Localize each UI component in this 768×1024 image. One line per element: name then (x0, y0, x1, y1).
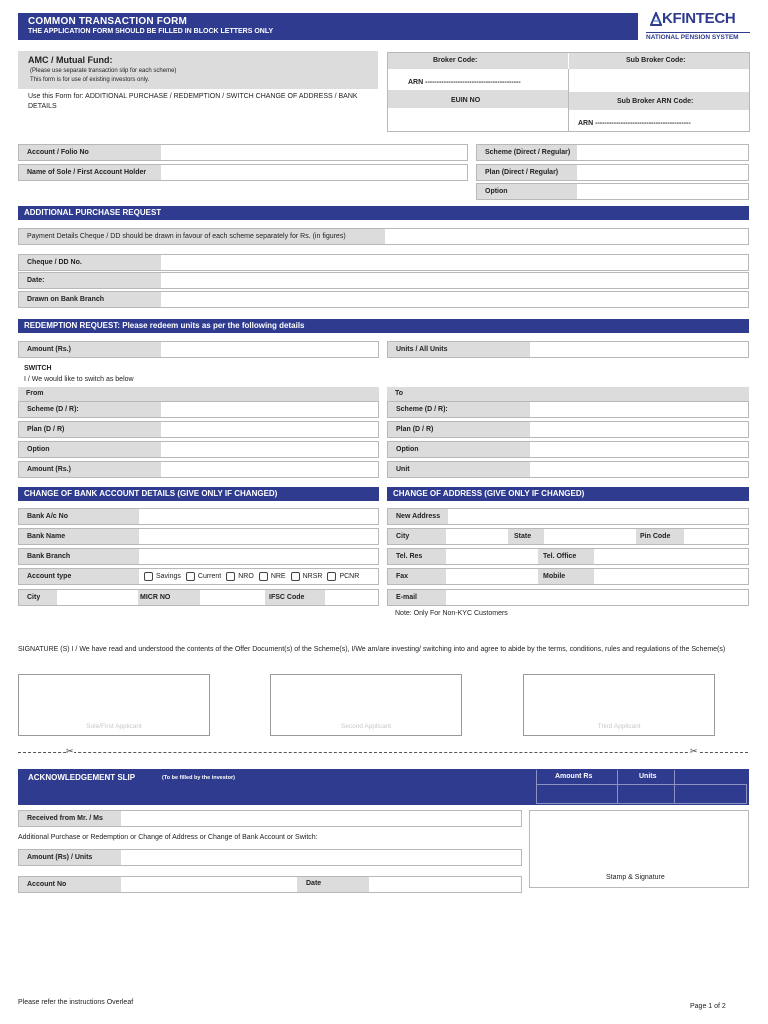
second-signature-label: Second Applicant (340, 723, 392, 730)
to-option-row[interactable] (387, 441, 749, 458)
scissors-icon: ✂ (66, 746, 74, 756)
sub-broker-arn-label: Sub Broker ARN Code: (617, 98, 694, 105)
account-type-nro[interactable] (226, 572, 254, 581)
stamp-label: Stamp & Signature (606, 874, 665, 881)
new-address-row[interactable] (387, 508, 749, 525)
from-plan-row[interactable] (18, 421, 379, 438)
account-type-options (144, 572, 359, 581)
cheque-label: Cheque / DD No. (19, 255, 161, 270)
address-note: Note: Only For Non-KYC Customers (395, 610, 508, 617)
to-scheme-row[interactable] (387, 401, 749, 418)
ack-amount-row[interactable] (18, 849, 522, 866)
ifsc-label: IFSC Code (269, 594, 305, 601)
account-type-nro-label: NRO (238, 573, 254, 580)
to-option-label: Option (388, 442, 530, 457)
bank-branch-change-label: Bank Branch (19, 549, 139, 564)
cheque-row[interactable] (18, 254, 749, 271)
ack-account-row[interactable] (18, 876, 522, 893)
checkbox-icon[interactable] (144, 572, 153, 581)
address-change-title: CHANGE OF ADDRESS (GIVE ONLY IF CHANGED) (387, 487, 749, 501)
switch-from-header (18, 387, 379, 401)
bank-name-label: Bank Name (19, 529, 139, 544)
bank-change-title: CHANGE OF BANK ACCOUNT DETAILS (GIVE ONLY IF CHANGED) (18, 487, 379, 501)
ack-subtitle: (To be filled by the investor) (162, 775, 235, 781)
checkbox-icon[interactable] (226, 572, 235, 581)
amc-use-text: Use this Form for: ADDITIONAL PURCHASE / REDEMPTION / SWITCH CHANGE OF ADDRESS / BANK DETAILS (28, 93, 358, 110)
switch-to-label: To (395, 390, 404, 397)
footer-instructions: Please refer the instructions Overleaf (18, 999, 134, 1006)
email-row[interactable] (387, 589, 749, 606)
third-signature-box[interactable] (523, 674, 715, 736)
page-number: Page 1 of 2 (690, 1003, 726, 1010)
from-scheme-row[interactable] (18, 401, 379, 418)
scissors-icon: ✂ (690, 746, 698, 756)
redeem-units-row[interactable] (387, 341, 749, 358)
sub-broker-code-label: Sub Broker Code: (626, 57, 686, 64)
to-plan-label: Plan (D / R) (388, 422, 530, 437)
scheme-row[interactable] (476, 144, 749, 161)
bank-acno-row[interactable] (18, 508, 379, 525)
received-label: Received from Mr. / Ms (19, 811, 121, 826)
state-label: State (514, 533, 532, 540)
form-header (18, 13, 638, 40)
to-scheme-label: Scheme (D / R): (388, 402, 530, 417)
redeem-amount-label: Amount (Rs.) (19, 342, 161, 357)
broker-code-header (388, 53, 568, 69)
option-label: Option (477, 184, 577, 199)
account-type-pcnr-label: PCNR (339, 573, 360, 580)
account-type-nrsr-label: NRSR (302, 573, 323, 580)
address-city-row[interactable] (387, 528, 749, 545)
received-row[interactable] (18, 810, 522, 827)
checkbox-icon[interactable] (186, 572, 195, 581)
redeem-amount-row[interactable] (18, 341, 379, 358)
address-city-label: City (388, 529, 446, 544)
to-unit-label: Unit (388, 462, 530, 477)
switch-desc: I / We would like to switch as below (24, 376, 134, 383)
option-row[interactable] (476, 183, 749, 200)
purchase-section-title: ADDITIONAL PURCHASE REQUEST (18, 206, 749, 220)
checkbox-icon[interactable] (327, 572, 336, 581)
account-type-nrsr[interactable] (291, 572, 323, 581)
payment-row[interactable] (18, 228, 749, 245)
new-address-label: New Address (388, 509, 448, 524)
checkbox-icon[interactable] (259, 572, 268, 581)
redemption-section-title: REDEMPTION REQUEST: Please redeem units as per the following details (18, 319, 749, 333)
ack-date-label: Date (306, 880, 322, 887)
form-title: COMMON TRANSACTION FORM (28, 16, 188, 27)
amc-note-2: This form is for use of existing investors only. (30, 77, 150, 83)
micr-label: MICR NO (140, 594, 171, 601)
tel-res-label: Tel. Res (388, 549, 446, 564)
switch-to-header (387, 387, 749, 401)
plan-row[interactable] (476, 164, 749, 181)
date-row[interactable] (18, 272, 749, 289)
sole-signature-box[interactable] (18, 674, 210, 736)
account-type-nre-label: NRE (270, 573, 286, 580)
broker-code-label: Broker Code: (433, 57, 478, 64)
tel-office-label: Tel. Office (543, 553, 577, 560)
from-option-row[interactable] (18, 441, 379, 458)
account-type-savings[interactable] (144, 572, 181, 581)
form-subtitle: THE APPLICATION FORM SHOULD BE FILLED IN BLOCK LETTERS ONLY (28, 28, 274, 35)
to-unit-row[interactable] (387, 461, 749, 478)
folio-row[interactable] (18, 144, 468, 161)
account-type-label: Account type (19, 569, 139, 584)
from-amount-row[interactable] (18, 461, 379, 478)
arn-field-2[interactable]: ARN ----------------------------------------- (578, 120, 691, 127)
ack-units-label: Units (639, 773, 657, 780)
account-type-nre[interactable] (259, 572, 286, 581)
kfintech-logo (644, 10, 750, 42)
signature-text: SIGNATURE (S) I / We have read and understood the contents of the Offer Document(s) of the Scheme(s), I/We am/are investing/ switching into and agree to abide by the terms, conditions, rules and regulations of the Scheme(s) (18, 646, 726, 653)
arn-field-1[interactable]: ARN ----------------------------------------- (408, 79, 521, 86)
plan-label: Plan (Direct / Regular) (477, 165, 577, 180)
cut-line (18, 752, 748, 753)
third-signature-label: Third Applicant (597, 723, 641, 730)
from-plan-label: Plan (D / R) (19, 422, 161, 437)
redeem-units-label: Units / All Units (388, 342, 530, 357)
to-plan-row[interactable] (387, 421, 749, 438)
logo-subtitle: NATIONAL PENSION SYSTEM (646, 32, 750, 41)
checkbox-icon[interactable] (291, 572, 300, 581)
bank-branch-row[interactable] (18, 291, 749, 308)
switch-title: SWITCH (24, 365, 52, 372)
from-scheme-label: Scheme (D / R): (19, 402, 161, 417)
from-amount-label: Amount (Rs.) (19, 462, 161, 477)
ack-amount-label: Amount Rs (555, 773, 593, 780)
date-label: Date: (19, 273, 161, 288)
ack-account-label: Account No (19, 877, 121, 892)
pin-label: Pin Code (640, 533, 671, 540)
account-type-current-label: Current (197, 573, 222, 580)
folio-label: Account / Folio No (19, 145, 161, 160)
bank-acno-label: Bank A/c No (19, 509, 139, 524)
bank-branch-label: Drawn on Bank Branch (19, 292, 161, 307)
holder-row[interactable] (18, 164, 468, 181)
bank-name-row[interactable] (18, 528, 379, 545)
logo-name: KFINTECH (662, 10, 736, 27)
fax-label: Fax (388, 569, 446, 584)
second-signature-box[interactable] (270, 674, 462, 736)
euin-label: EUIN NO (451, 97, 481, 104)
amc-title: AMC / Mutual Fund: (28, 55, 113, 65)
payment-label: Payment Details Cheque / DD should be drawn in favour of each scheme separately for Rs. (in figures) (19, 229, 385, 244)
account-type-savings-label: Savings (156, 573, 181, 580)
email-label: E-mail (388, 590, 446, 605)
account-type-current[interactable] (186, 572, 221, 581)
logo-mark-icon (650, 12, 662, 26)
holder-label: Name of Sole / First Account Holder (19, 165, 161, 180)
switch-from-label: From (26, 390, 44, 397)
scheme-label: Scheme (Direct / Regular) (477, 145, 577, 160)
bank-branch-change-row[interactable] (18, 548, 379, 565)
account-type-pcnr[interactable] (327, 572, 359, 581)
from-option-label: Option (19, 442, 161, 457)
ack-amount-units-cells[interactable] (536, 784, 747, 804)
ack-title: ACKNOWLEDGEMENT SLIP (28, 773, 136, 782)
sole-signature-label: Sole/First Applicant (86, 723, 142, 730)
bank-city-label: City (19, 590, 57, 605)
ack-desc: Additional Purchase or Redemption or Change of Address or Change of Bank Account or Switch: (18, 834, 318, 841)
ack-amount-units-label: Amount (Rs) / Units (19, 850, 121, 865)
mobile-label: Mobile (543, 573, 566, 580)
amc-note-1: (Please use separate transaction slip for each scheme) (30, 68, 177, 74)
